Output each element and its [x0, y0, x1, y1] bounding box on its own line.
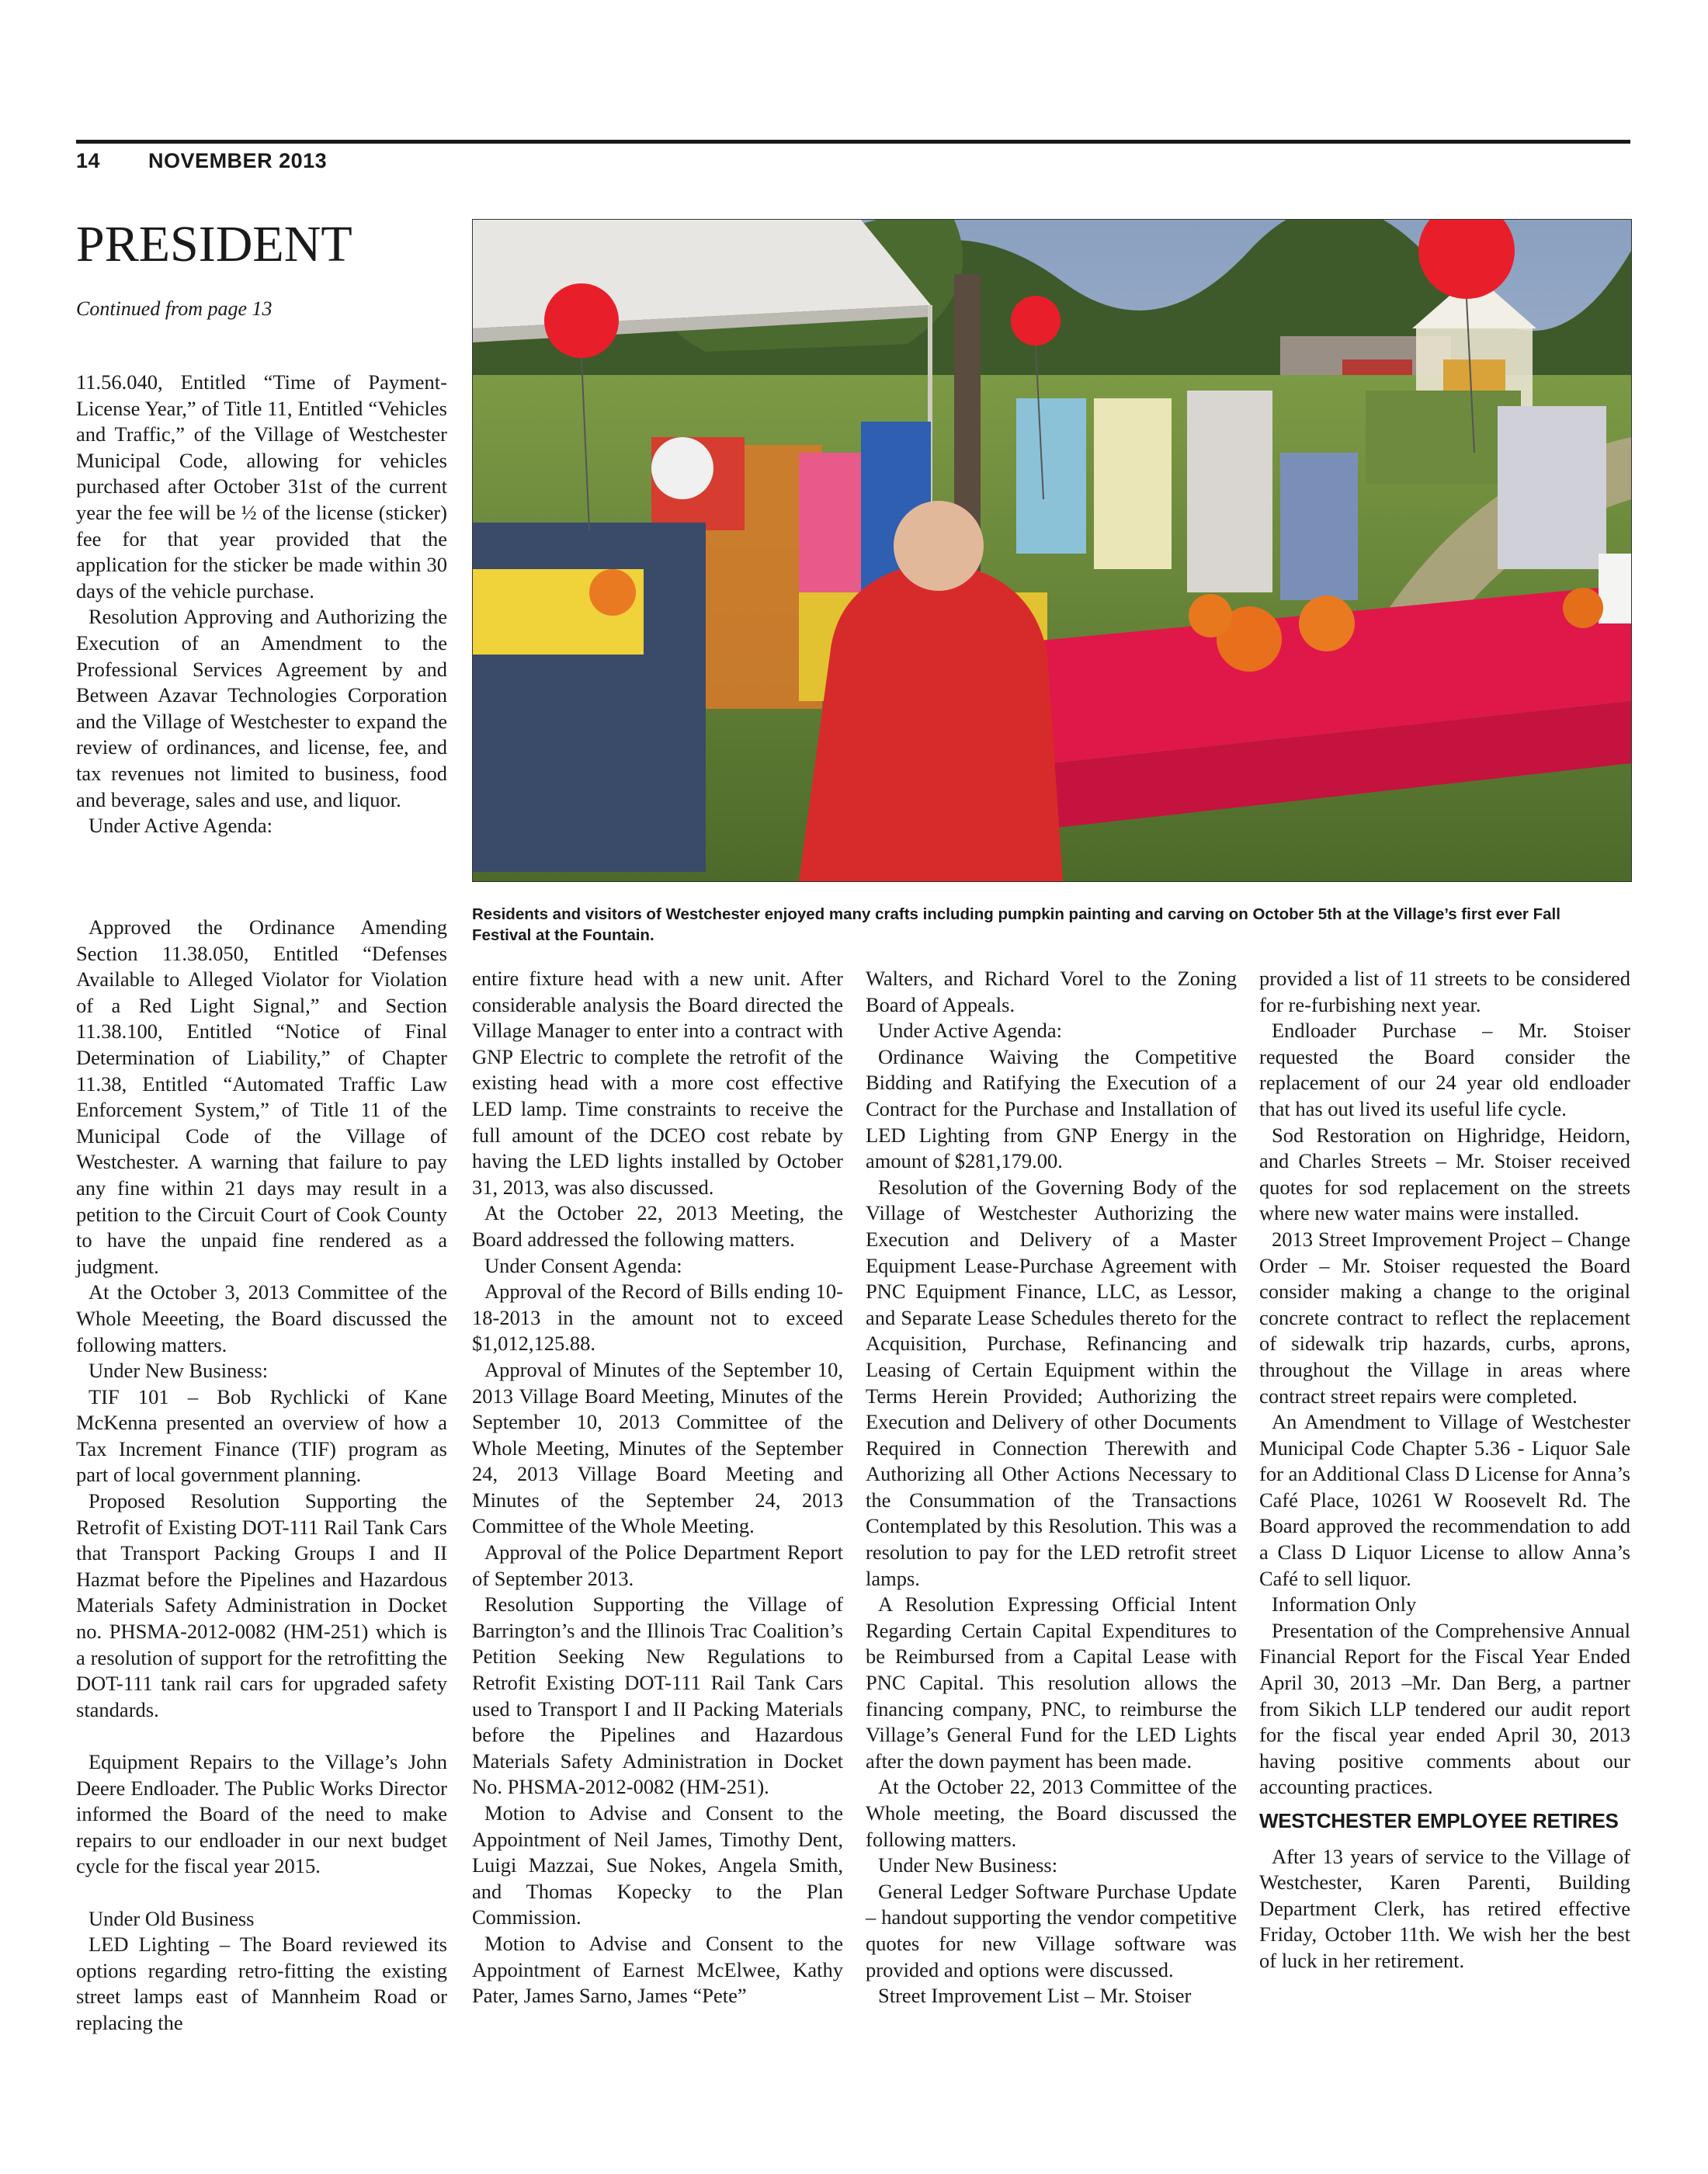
body-paragraph: Approval of the Record of Bills ending 10-18-2013 in the amount not to exceed $1,012,125.88.	[472, 1280, 843, 1356]
continued-note: Continued from page 13	[76, 297, 273, 320]
column-1-bottom	[76, 915, 447, 2037]
body-paragraph: Approval of Minutes of the September 10, 2013 Village Board Meeting, Minutes of the September 10, 2013 Committee of the Whole Meeting, Minutes of the September 24, 2013 Village Board Meeting and Minutes of the September 24, 2013 Committee of the Whole Meeting.	[472, 1357, 843, 1538]
body-paragraph: Approved the Ordinance Amending Section 11.38.050, Entitled “Defenses Available to Alleged Violator for Violation of a Red Light Signal,” and Section 11.38.100, Entitled “Notice of Final Determination of Liability,” of Chapter 11.38, Entitled “Automated Traffic Law Enforcement System,” of Title 11 of the Municipal Code of the Village of Westchester. A warning that failure to pay any fine within 21 days may result in a petition to the Circuit Court of Cook County to have the unpaid fine rendered as a judgment.	[76, 915, 447, 1278]
section-heading: PRESIDENT	[76, 216, 352, 273]
body-paragraph: 11.56.040, Entitled “Time of Payment-License Year,” of Title 11, Entitled “Vehicles and Traffic,” of the Village of Westchester Municipal Code, allowing for vehicles purchased after October 31st of the current year the fee will be ½ of the license (sticker) fee for that year provided that the application for the sticker be made within 30 days of the vehicle purchase.	[76, 370, 447, 603]
column-2	[472, 966, 843, 2009]
page-folio	[76, 149, 327, 173]
body-paragraph: A Resolution Expressing Official Intent Regarding Certain Capital Expenditures to be Reimbursed from a Capital Lease with PNC Capital. This resolution allows the financing company, PNC, to reimburse the Village’s General Fund for the LED Lights after the down payment has been made.	[866, 1592, 1237, 1773]
body-paragraph: Street Improvement List – Mr. Stoiser	[878, 1984, 1192, 2008]
top-rule	[76, 140, 1630, 144]
body-paragraph: Motion to Advise and Consent to the Appointment of Earnest McElwee, Kathy Pater, James Sarno, James “Pete”	[472, 1931, 843, 2008]
body-paragraph: Resolution Approving and Authorizing the Execution of an Amendment to the Professional Services Agreement by and Between Azavar Technologies Corporation and the Village of Westchester to expand the review of ordinances, and license, fee, and tax revenues not limited to business, food and beverage, sales and use, and liquor.	[76, 605, 447, 811]
body-paragraph: An Amendment to Village of Westchester Municipal Code Chapter 5.36 - Liquor Sale for an Additional Class D License for Anna’s Café Place, 10261 W Roosevelt Rd. The Board approved the recommendation to add a Class D Liquor License to allow Anna’s Café to sell liquor.	[1259, 1410, 1630, 1590]
sidebar-body: After 13 years of service to the Village of Westchester, Karen Parenti, Building Department Clerk, has retired effective Friday, October 11th. We wish her the best of luck in her retirement.	[1259, 1844, 1630, 1972]
issue-date: NOVEMBER 2013	[148, 149, 328, 172]
body-paragraph: entire fixture head with a new unit. After considerable analysis the Board directed the Village Manager to enter into a contract with GNP Electric to complete the retrofit of the existing head with a more cost effective LED lamp. Time constraints to receive the full amount of the DCEO cost rebate by having the LED lights installed by October 31, 2013, was also discussed.	[472, 967, 843, 1199]
agenda-label: Under Consent Agenda:	[484, 1253, 682, 1277]
body-paragraph: LED Lighting – The Board reviewed its options regarding retro-fitting the existing street lamps east of Mannheim Road or replacing the	[76, 1933, 447, 2034]
body-paragraph: General Ledger Software Purchase Update – handout supporting the vendor competitive quotes for new Village software was provided and options were discussed.	[866, 1879, 1237, 1981]
agenda-label: Information Only	[1272, 1592, 1417, 1617]
photo-caption: Residents and visitors of Westchester enjoyed many crafts including pumpkin painting and carving on October 5th at the Village’s first ever Fall Festival at the Fountain.	[472, 905, 1560, 944]
body-paragraph: Resolution Supporting the Village of Barrington’s and the Illinois Trac Coalition’s Petition Seeking New Regulations to Retrofit Existing DOT-111 Rail Tank Cars used to Transport I and II Packing Materials before the Pipelines and Hazardous Materials Safety Administration in Docket No. PHSMA-2012-0082 (HM-251).	[472, 1592, 843, 1799]
column-1-top	[76, 370, 447, 839]
body-paragraph: Sod Restoration on Highridge, Heidorn, and Charles Streets – Mr. Stoiser received quotes for sod replacement on the streets where new water mains were installed.	[1259, 1123, 1630, 1225]
body-paragraph: At the October 22, 2013 Committee of the Whole meeting, the Board discussed the following matters.	[866, 1775, 1237, 1851]
column-3	[866, 966, 1237, 2009]
page-number: 14	[76, 149, 101, 172]
body-paragraph: At the October 3, 2013 Committee of the Whole Meeeting, the Board discussed the following matters.	[76, 1280, 447, 1356]
body-paragraph: Proposed Resolution Supporting the Retrofit of Existing DOT-111 Rail Tank Cars that Transport Packing Groups I and II Hazmat before the Pipelines and Hazardous Materials Safety Administration in Docket no. PHSMA-2012-0082 (HM-251) which is a resolution of support for the retrofitting the DOT-111 tank rail cars for upgraded safety standards.	[76, 1489, 447, 1721]
agenda-label: Under New Business:	[89, 1359, 269, 1383]
body-paragraph: Motion to Advise and Consent to the Appointment of Neil James, Timothy Dent, Luigi Mazzai, Sue Nokes, Angela Smith, and Thomas Kopecky to the Plan Commission.	[472, 1801, 843, 1929]
body-paragraph: provided a list of 11 streets to be considered for re-furbishing next year.	[1259, 967, 1630, 1016]
body-paragraph: Endloader Purchase – Mr. Stoiser requested the Board consider the replacement of our 24 year old endloader that has out lived its useful life cycle.	[1259, 1019, 1630, 1120]
body-paragraph: Equipment Repairs to the Village’s John Deere Endloader. The Public Works Director informed the Board of the need to make repairs to our endloader in our next budget cycle for the fiscal year 2015.	[76, 1750, 447, 1878]
body-paragraph: At the October 22, 2013 Meeting, the Board addressed the following matters.	[472, 1201, 843, 1251]
agenda-label: Under Active Agenda:	[878, 1019, 1062, 1043]
agenda-label: Under Old Business	[89, 1906, 255, 1930]
sidebar-heading: WESTCHESTER EMPLOYEE RETIRES	[1259, 1809, 1619, 1832]
body-paragraph: TIF 101 – Bob Rychlicki of Kane McKenna presented an overview of how a Tax Increment Finance (TIF) program as part of local government planning.	[76, 1384, 447, 1487]
column-4	[1259, 966, 1630, 1974]
body-paragraph: Ordinance Waiving the Competitive Bidding and Ratifying the Execution of a Contract for the Purchase and Installation of LED Lighting from GNP Energy in the amount of $281,179.00.	[866, 1044, 1237, 1173]
agenda-label: Under New Business:	[878, 1853, 1058, 1877]
body-paragraph: 2013 Street Improvement Project – Change Order – Mr. Stoiser requested the Board consider making a change to the original concrete contract to reflect the replacement of sidewalk trip hazards, curbs, aprons, throughout the Village in areas where contract street repairs were completed.	[1259, 1227, 1630, 1408]
agenda-label: Under Active Agenda:	[89, 814, 273, 838]
body-paragraph: Approval of the Police Department Report of September 2013.	[472, 1540, 843, 1590]
body-paragraph: Presentation of the Comprehensive Annual Financial Report for the Fiscal Year Ended April 30, 2013 –Mr. Dan Berg, a partner from Sikich LLP tendered our audit report for the fiscal year ended April 30, 2013 having positive comments about our accounting practices.	[1259, 1618, 1630, 1799]
body-paragraph: Walters, and Richard Vorel to the Zoning Board of Appeals.	[866, 967, 1237, 1016]
festival-photo	[472, 219, 1632, 882]
body-paragraph: Resolution of the Governing Body of the Village of Westchester Authorizing the Execution and Delivery of a Master Equipment Lease-Purchase Agreement with PNC Equipment Finance, LLC, as Lessor, and Separate Lease Schedules thereto for the Acquisition, Purchase, Refinancing and Leasing of Certain Equipment within the Terms Herein Provided; Authorizing the Execution and Delivery of other Documents Required in Connection Therewith and Authorizing all Other Actions Necessary to the Consummation of the Transactions Contemplated by this Resolution. This was a resolution to pay for the LED retrofit street lamps.	[866, 1175, 1237, 1590]
